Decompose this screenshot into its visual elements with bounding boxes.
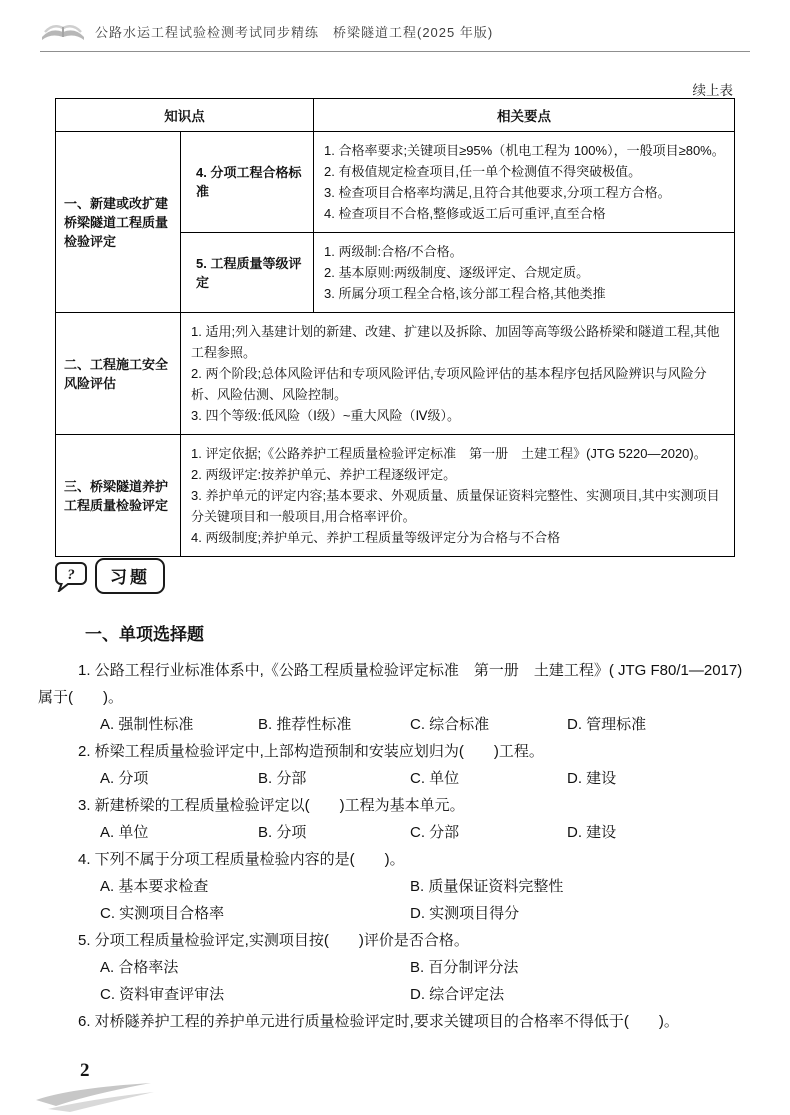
question-options [100,819,752,846]
point-line: 1. 评定依据;《公路养护工程质量检验评定标准 第一册 土建工程》(JTG 5220—2020)。 [191,446,707,461]
page-number: 2 [80,1060,90,1081]
point-line: 2. 两级评定:按养护单元、养护工程逐级评定。 [191,467,457,482]
exercises-badge-label: 习题 [95,558,165,594]
option-a: A. 合格率法 [100,959,179,976]
exercises-badge [54,556,752,596]
option-d: D. 管理标准 [567,716,647,733]
svg-text:?: ? [67,566,75,583]
group1-sub2-label-cell: 5. 工程质量等级评定 [181,233,314,313]
point-line: 1. 两级制:合格/不合格。 [324,244,463,259]
question-bubble-icon [54,561,88,592]
group2-points-cell [181,313,735,435]
point-line: 4. 检查项目不合格,整修或返工后可重评,直至合格 [324,206,606,221]
group1-sub2-points-cell [314,233,735,313]
question-1 [38,657,752,738]
point-line: 3. 四个等级:低风险（Ⅰ级）~重大风险（Ⅳ级）。 [191,408,460,423]
page-header-title: 公路水运工程试验检测考试同步精练 桥梁隧道工程(2025 年版) [95,24,494,40]
table-row [56,435,735,557]
point-line: 3. 所属分项工程全合格,该分部工程合格,其他类推 [324,286,606,301]
question-6 [38,1008,752,1035]
page-header [40,18,750,52]
book-logo-icon [40,18,86,44]
question-text: 3. 新建桥梁的工程质量检验评定以( )工程为基本单元。 [78,797,465,814]
point-line: 3. 养护单元的评定内容;基本要求、外观质量、质量保证资料完整性、实测项目,其中实测项目分关键项目和一般项目,用合格率评价。 [191,488,720,524]
footer-swoosh-decoration [36,1082,156,1112]
point-line: 1. 适用;列入基建计划的新建、改建、扩建以及拆除、加固等高等级公路桥梁和隧道工程,其他工程参照。 [191,324,720,360]
option-b: B. 百分制评分法 [410,959,519,976]
question-5 [38,927,752,1008]
question-text: 4. 下列不属于分项工程质量检验内容的是( )。 [78,851,405,868]
question-text: 2. 桥梁工程质量检验评定中,上部构造预制和安装应划归为( )工程。 [78,743,544,760]
table-row [56,313,735,435]
point-line: 2. 两个阶段;总体风险评估和专项风险评估,专项风险评估的基本程序包括风险辨识与风险分析、风险估测、风险控制。 [191,366,707,402]
option-a: A. 分项 [100,770,149,787]
option-b: B. 分项 [258,824,307,841]
point-line: 2. 有极值规定检查项目,任一单个检测值不得突破极值。 [324,164,642,179]
option-c: C. 单位 [410,770,460,787]
group1-sub1-points-cell [314,132,735,233]
knowledge-table [55,98,735,557]
point-line: 4. 两级制度;养护单元、养护工程质量等级评定分为合格与不合格 [191,530,561,545]
group1-sub1-label-cell: 4. 分项工程合格标准 [181,132,314,233]
table-header-row [56,99,735,132]
column-header-knowledge-point: 知识点 [56,99,314,132]
option-d: D. 实测项目得分 [410,905,520,922]
point-line: 3. 检查项目合格率均满足,且符合其他要求,分项工程方合格。 [324,185,671,200]
question-text: 6. 对桥隧养护工程的养护单元进行质量检验评定时,要求关键项目的合格率不得低于( )。 [78,1013,679,1030]
group3-title-cell: 三、桥梁隧道养护工程质量检验评定 [56,435,181,557]
option-c: C. 综合标准 [410,716,490,733]
option-c: C. 分部 [410,824,460,841]
option-d: D. 建设 [567,824,617,841]
group1-title-cell: 一、新建或改扩建桥梁隧道工程质量检验评定 [56,132,181,313]
point-line: 1. 合格率要求;关键项目≥95%（机电工程为 100%），一般项目≥80%。 [324,143,725,158]
option-c: C. 实测项目合格率 [100,905,225,922]
table-row [56,132,735,233]
section-title-single-choice: 一、单项选择题 [85,625,204,644]
option-a: A. 单位 [100,824,149,841]
question-options [100,873,752,927]
question-options [100,711,752,738]
option-d: D. 综合评定法 [410,986,505,1003]
page-footer [36,1058,206,1112]
exercises-section [38,556,752,1035]
point-line: 2. 基本原则:两级制度、逐级评定、合规定质。 [324,265,590,280]
option-b: B. 质量保证资料完整性 [410,878,564,895]
column-header-key-points: 相关要点 [314,99,735,132]
question-text: 1. 公路工程行业标准体系中,《公路工程质量检验评定标准 第一册 土建工程》( JTG F80/1—2017)属于( )。 [38,662,743,706]
option-a: A. 基本要求检查 [100,878,209,895]
question-3 [38,792,752,846]
option-c: C. 资料审查评审法 [100,986,225,1003]
question-options [100,954,752,1008]
question-text: 5. 分项工程质量检验评定,实测项目按( )评价是否合格。 [78,932,469,949]
group3-points-cell [181,435,735,557]
question-4 [38,846,752,927]
question-2 [38,738,752,792]
group2-title-cell: 二、工程施工安全风险评估 [56,313,181,435]
option-d: D. 建设 [567,770,617,787]
option-a: A. 强制性标准 [100,716,194,733]
option-b: B. 分部 [258,770,307,787]
option-b: B. 推荐性标准 [258,716,352,733]
continued-table-note: 续上表 [692,83,733,98]
question-options [100,765,752,792]
